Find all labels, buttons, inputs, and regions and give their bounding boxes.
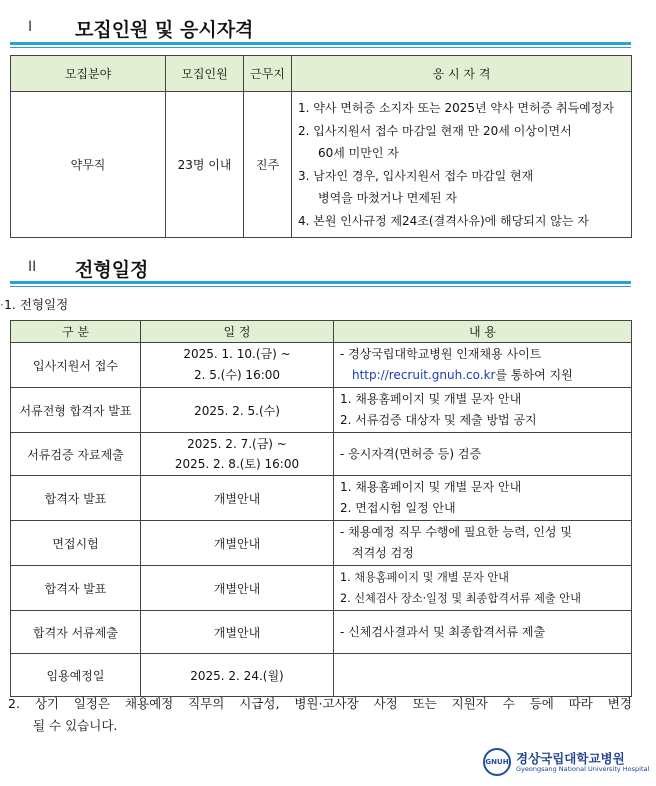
logo-name-english: Gyeongsang National University Hospital [516,765,650,773]
header-location: 근무지 [244,56,292,92]
table-row [11,433,632,476]
note-word: 변경 [607,696,632,711]
note-word: 수 [502,696,515,711]
qualification-item: 4. 본원 인사규정 제24조(결격사유)에 해당되지 않는 자 [298,213,589,228]
cell-category: 입사지원서 접수 [11,343,141,388]
qualification-item: 3. 남자인 경우, 입사지원서 접수 마감일 현재 [298,168,534,183]
header-schedule: 일 정 [141,321,334,343]
cell-content [334,476,632,521]
content-line: 1. 채용홈페이지 및 개별 문자 안내 [340,392,522,406]
content-line: 적격성 검정 [352,546,414,560]
section2-rule [10,281,631,284]
note-line-1 [8,693,632,715]
cell-schedule: 개별안내 [141,476,334,521]
cell-field: 약무직 [11,92,166,238]
content-line: 2. 신체검사 장소·일정 및 최종합격서류 제출 안내 [340,592,581,605]
cell-schedule: 개별안내 [141,611,334,654]
header-content: 내 용 [334,321,632,343]
cell-schedule: 2025. 2. 5.(수) [141,388,334,433]
cell-schedule [141,433,334,476]
cell-qualifications [292,92,632,238]
note-word: 채용예정 [124,696,174,711]
content-line: - 채용예정 직무 수행에 필요한 능력, 인성 및 [340,525,572,539]
content-suffix: 를 통하여 지원 [495,368,573,382]
table-row [11,654,632,697]
recruitment-table [10,55,632,238]
header-count: 모집인원 [166,56,244,92]
schedule-line: 2025. 1. 10.(금) ~ [183,347,291,361]
content-line: 1. 채용홈페이지 및 개별 문자 안내 [340,480,522,494]
qualification-item: 2. 입사지원서 접수 마감일 현재 만 20세 이상이면서 [298,123,572,138]
content-line [340,365,627,386]
cell-category: 합격자 발표 [11,476,141,521]
qualification-item: 60세 미만인 자 [318,146,399,160]
content-line: - 경상국립대학교병원 인재채용 사이트 [340,347,542,361]
section1-number: I [28,19,33,35]
cell-location: 진주 [244,92,292,238]
schedule-line: 2. 5.(수) 16:00 [193,368,281,382]
cell-schedule: 개별안내 [141,566,334,611]
logo-name-korean: 경상국립대학교병원 [516,751,625,766]
cell-schedule: 개별안내 [141,521,334,566]
table-row [11,476,632,521]
bullet-dot: · [0,297,4,312]
section2-rule-thin [10,286,631,287]
section1-rule [10,42,631,45]
table-row [11,521,632,566]
table-row [11,388,632,433]
qualification-item: 병역을 마쳤거나 면제된 자 [318,191,457,205]
header-category: 구 분 [11,321,141,343]
table-row [11,343,632,388]
schedule-note [8,693,632,737]
cell-content: - 응시자격(면허증 등) 검증 [334,433,632,476]
section2-number: II [28,259,37,275]
qualification-item: 1. 약사 면허증 소지자 또는 2025년 약사 면허증 취득예정자 [298,101,614,115]
cell-content [334,521,632,566]
note-word: 병원·고사장 [294,696,359,711]
content-line: 1. 채용홈페이지 및 개별 문자 안내 [340,571,509,584]
recruit-site-link[interactable]: http://recruit.gnuh.co.kr [352,368,496,382]
cell-content [334,388,632,433]
table-row [11,566,632,611]
cell-category: 합격자 서류제출 [11,611,141,654]
header-qualifications: 응 시 자 격 [292,56,632,92]
note-word: 일정은 [73,696,111,711]
schedule-line: 2025. 2. 8.(토) 16:00 [174,457,300,471]
content-line: 2. 서류검증 대상자 및 제출 방법 공지 [340,413,537,427]
cell-content [334,566,632,611]
table-row [11,611,632,654]
note-word: 2. [8,696,20,711]
cell-category: 임용예정일 [11,654,141,697]
cell-schedule: 2025. 2. 24.(월) [141,654,334,697]
sub-label-text: 1. 전형일정 [3,297,69,312]
cell-count: 23명 이내 [166,92,244,238]
section1-title: 모집인원 및 응시자격 [75,19,254,41]
cell-category: 면접시험 [11,521,141,566]
schedule-table [10,320,632,697]
cell-category: 합격자 발표 [11,566,141,611]
cell-schedule [141,343,334,388]
cell-category: 서류전형 합격자 발표 [11,388,141,433]
header-field: 모집분야 [11,56,166,92]
note-word: 상기 [34,696,59,711]
note-word: 따라 [568,696,593,711]
note-word: 등에 [529,696,554,711]
cell-content [334,654,632,697]
note-word: 또는 [412,696,437,711]
schedule-line: 2025. 2. 7.(금) ~ [187,437,287,451]
content-line: 2. 면접시험 일정 안내 [340,501,456,515]
cell-category: 서류검증 자료제출 [11,433,141,476]
note-word: 직무의 [188,696,225,711]
section2-title: 전형일정 [75,259,149,281]
cell-content: - 신체검사결과서 및 최종합격서류 제출 [334,611,632,654]
hospital-logo [483,748,650,778]
note-word: 사정 [373,696,398,711]
note-word: 시급성, [239,696,280,711]
note-line-2: 될 수 있습니다. [33,718,118,733]
schedule-sub-label [0,295,68,313]
section1-rule-thin [10,47,631,48]
note-word: 지원자 [451,696,488,711]
cell-content [334,343,632,388]
hospital-emblem-icon: GNUH [483,748,511,776]
